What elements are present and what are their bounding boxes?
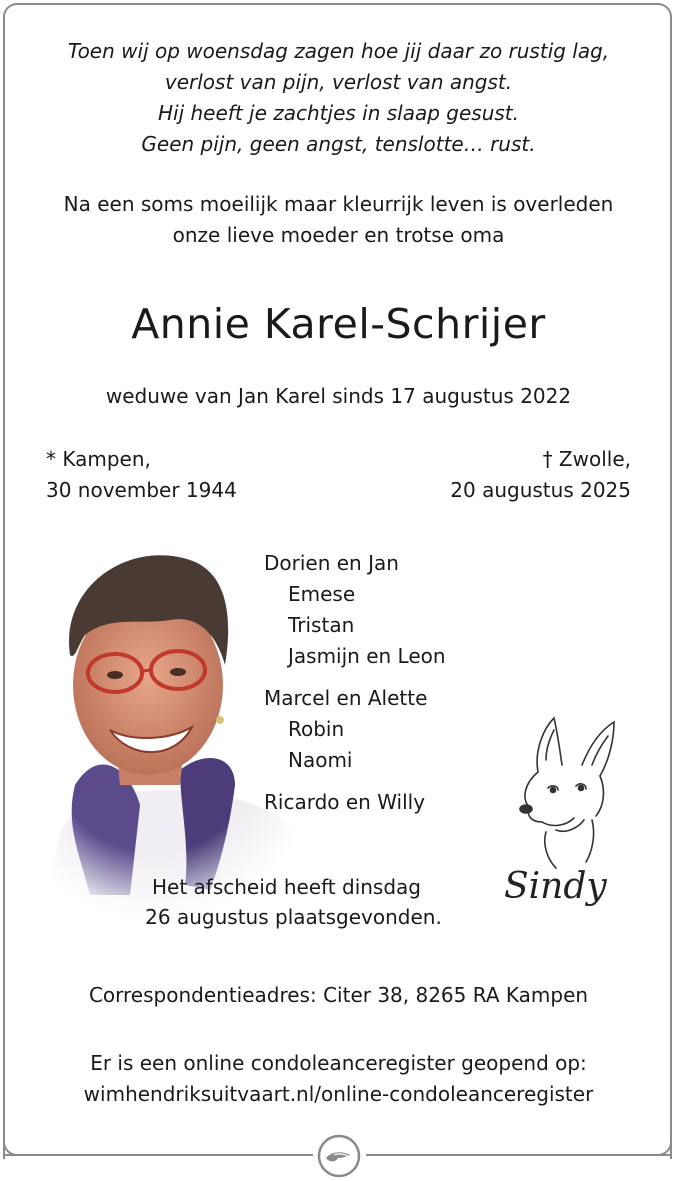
family-group (264, 548, 446, 672)
online-register-line: Er is een online condoleanceregister geopend op: (90, 1051, 587, 1075)
online-register-url[interactable]: wimhendriksuitvaart.nl/online-condoleanceregister (83, 1082, 594, 1106)
poem-line: verlost van pijn, verlost van angst. (164, 70, 513, 94)
poem-line: Geen pijn, geen angst, tenslotte… rust. (141, 132, 536, 156)
deceased-name: Annie Karel-Schrijer (131, 300, 546, 348)
birth-place: * Kampen, (46, 447, 151, 471)
funeral-home-logo-icon (316, 1133, 362, 1179)
family-list (264, 548, 446, 829)
family-group (264, 683, 446, 776)
death-place: † Zwolle, (542, 447, 631, 471)
frame-bottom-left (3, 1154, 313, 1156)
poem (0, 36, 677, 160)
dog-name: Sindy (504, 866, 607, 907)
death-info (450, 444, 631, 506)
intro-line: Na een soms moeilijk maar kleurrijk leven is overleden (63, 192, 614, 216)
birth-info (46, 444, 237, 506)
family-child: Robin (288, 717, 345, 741)
poem-line: Toen wij op woensdag zagen hoe jij daar zo rustig lag, (67, 39, 610, 63)
birth-date: 30 november 1944 (46, 478, 237, 502)
online-register (0, 1048, 677, 1110)
intro-line: onze lieve moeder en trotse oma (172, 223, 505, 247)
family-child: Jasmijn en Leon (288, 644, 446, 668)
family-head: Ricardo en Willy (264, 790, 426, 814)
frame-bottom-right (366, 1154, 672, 1156)
family-child: Emese (288, 582, 356, 606)
farewell-line: 26 augustus plaatsgevonden. (145, 905, 442, 929)
death-date: 20 augustus 2025 (450, 478, 631, 502)
intro-text (0, 189, 677, 251)
farewell-line: Het afscheid heeft dinsdag (151, 875, 421, 899)
farewell-text (0, 872, 587, 932)
widow-line: weduwe van Jan Karel sinds 17 augustus 2022 (105, 384, 572, 408)
family-head: Dorien en Jan (264, 551, 399, 575)
poem-line: Hij heeft je zachtjes in slaap gesust. (157, 101, 519, 125)
family-child: Naomi (288, 748, 353, 772)
family-child: Tristan (288, 613, 355, 637)
family-group (264, 787, 446, 818)
family-head: Marcel en Alette (264, 686, 428, 710)
correspondence-address: Correspondentieadres: Citer 38, 8265 RA Kampen (88, 983, 589, 1007)
